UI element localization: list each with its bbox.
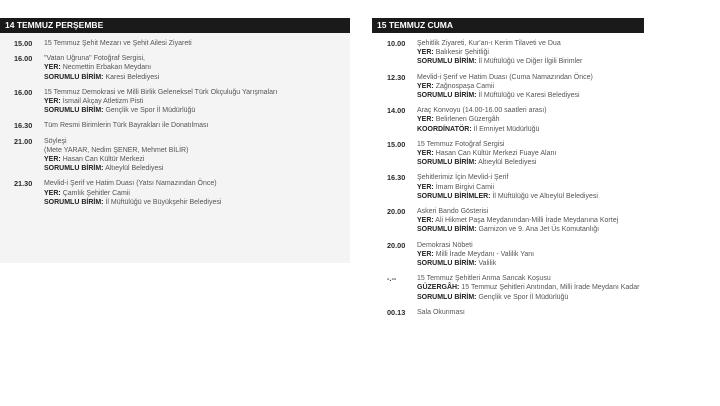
day-header: 15 TEMMUZ CUMA xyxy=(372,18,644,33)
event-time: -.-- xyxy=(387,274,397,284)
event-detail-line xyxy=(417,173,644,182)
detail-text: Gençlik ve Spor İl Müdürlüğü xyxy=(105,107,196,115)
schedule-event xyxy=(0,88,350,116)
schedule-event xyxy=(0,54,350,82)
event-detail-line xyxy=(44,179,350,188)
schedule-event xyxy=(372,241,644,269)
detail-label: SORUMLU BİRİM: xyxy=(417,293,477,301)
event-details xyxy=(417,207,644,235)
event-details xyxy=(417,140,644,168)
event-detail-line xyxy=(44,88,350,97)
detail-text: 15 Temmuz Şehitleri Anma Sancak Koşusu xyxy=(417,275,551,283)
detail-text: Söyleşi xyxy=(44,137,67,145)
detail-text: İl Müftülüğü ve Karesi Belediyesi xyxy=(478,92,580,100)
detail-label: YER: xyxy=(417,183,434,191)
schedule-event xyxy=(372,173,644,201)
detail-text: İl Müftülüğü ve Büyükşehir Belediyesi xyxy=(105,198,222,206)
detail-text: İl Müftülüğü ve Altıeylül Belediyesi xyxy=(492,192,598,200)
event-detail-line xyxy=(417,192,644,201)
event-detail-line xyxy=(44,39,350,48)
event-details xyxy=(417,173,644,201)
event-time: 20.00 xyxy=(387,207,406,217)
event-time: 16.30 xyxy=(14,121,33,131)
event-detail-line xyxy=(417,259,644,268)
detail-text: Altıeylül Belediyesi xyxy=(478,159,537,167)
event-time: 20.00 xyxy=(387,240,406,250)
detail-text: Çamlık Şehitler Camii xyxy=(62,189,130,197)
schedule-column-july-15 xyxy=(372,18,644,406)
event-details xyxy=(417,274,644,302)
detail-label: KOORDİNATÖR: xyxy=(417,125,472,133)
event-time: 15.00 xyxy=(387,139,406,149)
detail-label: SORUMLU BİRİM: xyxy=(417,159,477,167)
event-detail-line xyxy=(417,115,644,124)
detail-label: SORUMLU BİRİM: xyxy=(417,226,477,234)
event-detail-line xyxy=(44,164,350,173)
event-detail-line xyxy=(44,189,350,198)
schedule-event xyxy=(372,308,644,317)
detail-text: Altıeylül Belediyesi xyxy=(105,165,164,173)
event-detail-line xyxy=(417,293,644,302)
schedule-column-july-14 xyxy=(0,18,350,263)
schedule-event xyxy=(0,179,350,207)
event-detail-line xyxy=(417,274,644,283)
event-detail-line xyxy=(44,54,350,63)
event-detail-line xyxy=(417,241,644,250)
detail-text: "Vatan Uğruna" Fotoğraf Sergisi, xyxy=(44,55,145,63)
detail-text: İl Emniyet Müdürlüğü xyxy=(473,125,540,133)
event-time: 00.13 xyxy=(387,307,406,317)
event-detail-line xyxy=(417,183,644,192)
event-detail-line xyxy=(44,97,350,106)
detail-text: Karesi Belediyesi xyxy=(105,73,160,81)
detail-text: (Mete YARAR, Nedim ŞENER, Mehmet BİLİR) xyxy=(44,146,189,154)
event-time: 16.30 xyxy=(387,173,406,183)
event-detail-line xyxy=(44,121,350,130)
schedule-event xyxy=(0,121,350,130)
event-time: 12.30 xyxy=(387,72,406,82)
detail-text: Valilik xyxy=(478,260,497,268)
detail-label: YER: xyxy=(44,189,61,197)
event-details xyxy=(44,137,350,174)
event-detail-line xyxy=(417,216,644,225)
detail-label: YER: xyxy=(417,217,434,225)
detail-text: Şehitlik Ziyareti, Kur'an-ı Kerim Tilaveti ve Dua xyxy=(417,40,561,47)
detail-text: Askeri Bando Gösterisi xyxy=(417,208,489,216)
detail-text: Hasan Can Kültür Merkezi Fuaye Alanı xyxy=(435,150,557,158)
event-detail-line xyxy=(44,137,350,146)
detail-text: Milli İrade Meydanı - Valilik Yanı xyxy=(435,250,535,258)
detail-text: Sala Okunması xyxy=(417,308,465,316)
detail-label: YER: xyxy=(417,49,434,57)
schedule-event xyxy=(372,140,644,168)
event-detail-line xyxy=(417,73,644,82)
event-detail-line xyxy=(417,250,644,259)
detail-label: YER: xyxy=(44,156,61,164)
detail-label: SORUMLU BİRİM: xyxy=(44,107,104,115)
event-detail-line xyxy=(44,63,350,72)
detail-label: GÜZERGÂH: xyxy=(417,284,460,292)
detail-label: SORUMLU BİRİM: xyxy=(417,260,477,268)
event-details xyxy=(417,39,644,67)
detail-label: YER: xyxy=(44,64,61,72)
event-detail-line xyxy=(44,73,350,82)
event-detail-line xyxy=(417,57,644,66)
event-detail-line xyxy=(417,158,644,167)
event-list xyxy=(372,39,644,317)
event-details xyxy=(44,121,350,130)
detail-text: Demokrasi Nöbeti xyxy=(417,241,473,249)
detail-label: SORUMLU BİRİM: xyxy=(417,58,477,66)
detail-text: 15 Temmuz Demokrasi ve Milli Birlik Geleneksel Türk Okçuluğu Yarışmaları xyxy=(44,88,278,96)
schedule-event xyxy=(372,207,644,235)
event-detail-line xyxy=(417,82,644,91)
event-details xyxy=(417,308,644,317)
schedule-event xyxy=(0,39,350,48)
detail-text: 15 Temmuz Fotoğraf Sergisi xyxy=(417,140,505,148)
detail-text: Şehitlerimiz İçin Mevlid-i Şerif xyxy=(417,174,509,182)
detail-label: YER: xyxy=(417,150,434,158)
event-time: 16.00 xyxy=(14,87,33,97)
detail-text: Mevlid-i Şerif ve Hatim Duası (Cuma Namazından Önce) xyxy=(417,73,593,81)
detail-label: SORUMLU BİRİM: xyxy=(44,73,104,81)
detail-text: Hasan Can Kültür Merkezi xyxy=(62,156,145,164)
detail-label: SORUMLU BİRİM: xyxy=(44,198,104,206)
detail-label: SORUMLU BİRİM: xyxy=(44,165,104,173)
detail-text: İmam Birgivi Camii xyxy=(435,183,495,191)
event-details xyxy=(44,179,350,207)
event-details xyxy=(44,54,350,82)
detail-text: Araç Konvoyu (14.00-16.00 saatleri arası) xyxy=(417,107,547,115)
event-time: 21.00 xyxy=(14,136,33,146)
event-detail-line xyxy=(417,106,644,115)
schedule-event xyxy=(372,106,644,134)
schedule-event xyxy=(0,137,350,174)
event-time: 21.30 xyxy=(14,179,33,189)
detail-text: Necmettin Erbakan Meydanı xyxy=(62,64,152,72)
detail-text: Garnizon ve 9. Ana Jet Üs Komutanlığı xyxy=(478,226,600,234)
detail-text: İl Müftülüğü ve Diğer İlgili Birimler xyxy=(478,58,583,66)
event-time: 10.00 xyxy=(387,39,406,48)
detail-text: Gençlik ve Spor İl Müdürlüğü xyxy=(478,293,569,301)
event-detail-line xyxy=(417,149,644,158)
detail-label: YER: xyxy=(417,116,434,124)
detail-text: Ali Hikmet Paşa Meydanından-Milli İrade Meydanına Kortej xyxy=(435,217,619,225)
event-time: 16.00 xyxy=(14,54,33,64)
event-detail-line xyxy=(417,39,644,48)
event-detail-line xyxy=(44,146,350,155)
detail-text: Mevlid-i Şerif ve Hatim Duası (Yatsı Namazından Önce) xyxy=(44,180,217,188)
event-detail-line xyxy=(417,125,644,134)
event-detail-line xyxy=(417,207,644,216)
event-detail-line xyxy=(417,91,644,100)
event-detail-line xyxy=(44,106,350,115)
schedule-event xyxy=(372,274,644,302)
detail-text: 15 Temmuz Şehit Mezarı ve Şehit Ailesi Ziyareti xyxy=(44,40,192,47)
day-header: 14 TEMMUZ PERŞEMBE xyxy=(0,18,350,33)
event-detail-line xyxy=(44,155,350,164)
detail-text: Belirlenen Güzergâh xyxy=(435,116,500,124)
detail-label: SORUMLU BİRİM: xyxy=(417,92,477,100)
detail-text: 15 Temmuz Şehitleri Anıtından, Milli İrade Meydanı Kadar xyxy=(461,284,640,292)
event-details xyxy=(417,106,644,134)
schedule-event xyxy=(372,39,644,67)
event-detail-line xyxy=(44,198,350,207)
detail-text: İsmail Akçay Atletizm Pisti xyxy=(62,98,144,106)
event-detail-line xyxy=(417,48,644,57)
event-detail-line xyxy=(417,283,644,292)
schedule-event xyxy=(372,73,644,101)
event-detail-line xyxy=(417,308,644,317)
event-details xyxy=(44,39,350,48)
event-details xyxy=(417,73,644,101)
event-time: 14.00 xyxy=(387,106,406,116)
detail-text: Zağnospaşa Camii xyxy=(435,82,495,90)
event-list xyxy=(0,39,350,207)
detail-label: YER: xyxy=(417,82,434,90)
detail-text: Balıkesir Şehitliği xyxy=(435,49,489,57)
event-time: 15.00 xyxy=(14,39,33,48)
event-detail-line xyxy=(417,140,644,149)
detail-text: Tüm Resmi Birimlerin Türk Bayrakları ile Donatılması xyxy=(44,122,209,130)
detail-label: YER: xyxy=(44,98,61,106)
event-details xyxy=(44,88,350,116)
detail-label: SORUMLU BİRİMLER: xyxy=(417,192,491,200)
event-detail-line xyxy=(417,225,644,234)
event-details xyxy=(417,241,644,269)
detail-label: YER: xyxy=(417,250,434,258)
